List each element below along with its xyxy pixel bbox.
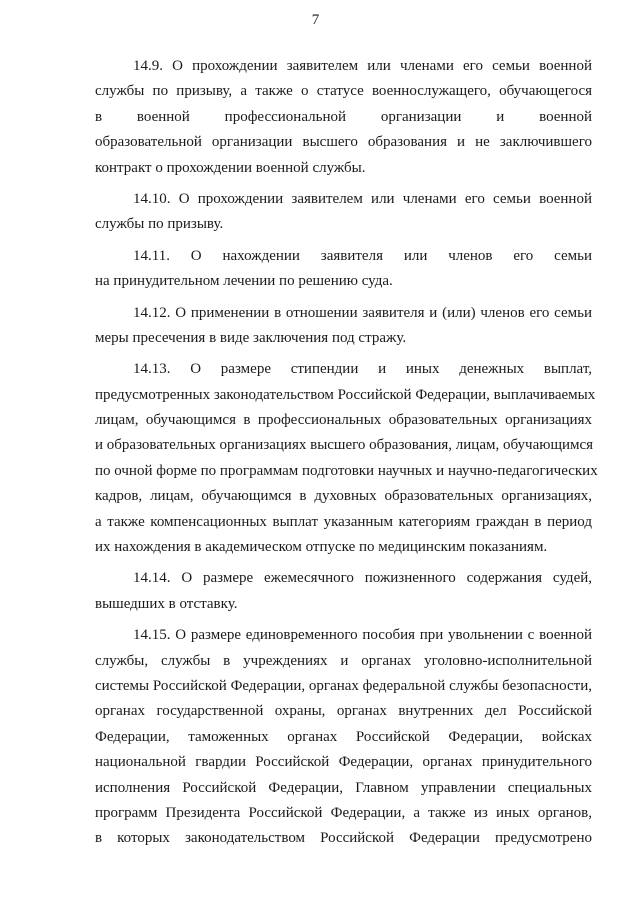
paragraph-line: а также компенсационных выплат указанным категориям граждан в период <box>95 513 592 530</box>
paragraph-14-15 <box>95 623 592 852</box>
paragraph-line: 14.11. О нахождении заявителя или членов его семьи <box>133 247 592 264</box>
paragraph-14-12 <box>95 301 592 352</box>
paragraph-line: на принудительном лечении по решению суда. <box>95 273 393 290</box>
paragraph-line: службы по призыву. <box>95 216 224 233</box>
paragraph-line: в которых законодательством Российской Федерации предусмотрено <box>95 830 592 847</box>
paragraph-line: образовательной организации высшего образования и не заключившего <box>95 134 592 151</box>
paragraph-line: Федерации, таможенных органах Российской Федерации, войсках <box>95 728 592 745</box>
paragraph-line: программ Президента Российской Федерации, а также из иных органов, <box>95 804 592 821</box>
paragraph-line: и образовательных организациях высшего образования, лицам, обучающимся <box>95 437 594 454</box>
paragraph-line: 14.10. О прохождении заявителем или членами его семьи военной <box>133 190 592 207</box>
paragraph-line: лицам, обучающимся в профессиональных образовательных организациях <box>95 412 592 429</box>
paragraph-14-11 <box>95 244 592 295</box>
paragraph-line: 14.14. О размере ежемесячного пожизненного содержания судей, <box>133 570 592 587</box>
paragraph-14-14 <box>95 566 592 617</box>
paragraph-line: кадров, лицам, обучающимся в духовных образовательных организациях, <box>95 488 592 505</box>
paragraph-line: контракт о прохождении военной службы. <box>95 159 366 176</box>
page-number: 7 <box>311 12 320 28</box>
paragraph-line: по очной форме по программам подготовки научных и научно-педагогических <box>95 462 598 479</box>
paragraph-line: системы Российской Федерации, органах федеральной службы безопасности, <box>95 677 592 694</box>
document-body <box>95 54 598 858</box>
paragraph-line: 14.12. О применении в отношении заявителя и (или) членов его семьи <box>133 304 592 321</box>
paragraph-14-10 <box>95 187 592 238</box>
paragraph-line: меры пресечения в виде заключения под стражу. <box>95 329 407 346</box>
paragraph-14-9 <box>95 54 592 181</box>
paragraph-line: 14.15. О размере единовременного пособия при увольнении с военной <box>133 627 592 644</box>
paragraph-line: службы, службы в учреждениях и органах уголовно-исполнительной <box>95 652 592 669</box>
paragraph-line: 14.13. О размере стипендии и иных денежных выплат, <box>133 361 592 378</box>
paragraph-line: предусмотренных законодательством Российской Федерации, выплачиваемых <box>95 386 596 403</box>
paragraph-line: исполнения Российской Федерации, Главном управлении специальных <box>95 779 592 796</box>
paragraph-line: 14.9. О прохождении заявителем или членами его семьи военной <box>133 58 592 74</box>
paragraph-line: органах государственной охраны, органах внутренних дел Российской <box>95 703 592 720</box>
paragraph-line: национальной гвардии Российской Федерации, органах принудительного <box>95 754 592 771</box>
paragraph-line: их нахождения в академическом отпуске по медицинским показаниям. <box>95 539 548 556</box>
paragraph-line: в военной профессиональной организации и военной <box>95 108 592 125</box>
paragraph-line: вышедших в отставку. <box>95 595 238 612</box>
paragraph-14-13 <box>95 357 598 560</box>
paragraph-line: службы по призыву, а также о статусе военнослужащего, обучающегося <box>95 83 592 100</box>
